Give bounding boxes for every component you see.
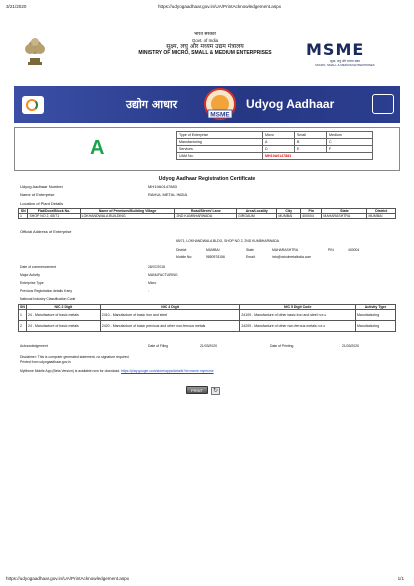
printed-from-text: Printed from udyogaadhaar.gov.in [20, 360, 71, 364]
enterprise-type-label: Enterprise Type [20, 281, 44, 285]
table-cell: Micro [263, 132, 295, 139]
state-value: MAHARASHTRA [272, 248, 298, 252]
table-cell: LOKHANDWALA BUILDING [80, 214, 175, 219]
column-header: SN [20, 305, 25, 309]
table-row [19, 214, 396, 219]
previous-registration-label: Previous Registration details if any [20, 289, 73, 293]
msme-logo-text: MSME [306, 40, 365, 59]
table-cell: 24 - Manufacture of basic metals [26, 321, 100, 332]
table-cell: 1 [19, 310, 27, 321]
table-cell: Type of Enterprise [177, 132, 263, 139]
column-header: District [367, 209, 396, 214]
uam-number: MH19A0147883 [263, 153, 373, 160]
ministry-name: MINISTRY OF MICRO, SMALL & MEDIUM ENTERPRISES [138, 49, 272, 56]
table-cell: 24209 - Manufacture of other non-ferrous metals n.e.c [240, 321, 356, 332]
column-header: City [277, 209, 301, 214]
ack-label: Acknowledgement [20, 344, 48, 348]
mobile-label: Mobile No: [176, 255, 193, 259]
table-cell: A [263, 139, 295, 146]
table-cell: Small [295, 132, 327, 139]
table-cell: Manufacturing [356, 310, 396, 321]
right-emblem-logo-icon [372, 94, 394, 114]
mobile-app-text: MyMsme Mobile App (Beta Version) is available now for download. [20, 369, 121, 373]
table-cell: Manufacturing [356, 321, 396, 332]
table-cell: C [327, 139, 373, 146]
nic-code-table [18, 304, 396, 332]
msme-logo-sub-hindi: सूक्ष्म, लघु और मध्यम उद्यम [330, 59, 360, 63]
print-url: https://udyogaadhaar.gov.in/UA/PrintAcknowledgement.aspx [158, 4, 281, 9]
table-cell: Services [177, 146, 263, 153]
column-header: Name of Premises/Building Village [80, 209, 175, 214]
column-header: Flat/Door/Block No. [28, 209, 80, 214]
table-cell: 24109 - Manufacture of other basic iron and steel n.e.c [240, 310, 356, 321]
table-cell: UAM No. [177, 153, 263, 160]
enterprise-name-value: RAHUL METAL INDIA [148, 192, 188, 197]
table-row [177, 153, 373, 160]
table-cell: Manufacturing [177, 139, 263, 146]
national-emblem-icon [22, 34, 48, 68]
enterprise-type-value: Micro [148, 281, 157, 285]
filing-label: Date of Filing [148, 344, 168, 348]
official-address-line: 65/71, LOKHANDWALA BLDG, SHOP NO 2, 2ND KUMBHARWADA [176, 239, 280, 243]
column-header: NIC 2 Digit [26, 305, 100, 310]
table-row [177, 146, 373, 153]
udyog-aadhaar-hindi: उद्योग आधार [126, 98, 178, 111]
printing-label: Date of Printing [270, 344, 294, 348]
mobile-value: 9850978156 [206, 255, 225, 259]
table-cell: MUMBAI [277, 214, 301, 219]
commencement-value: 28/07/2018 [148, 265, 165, 269]
table-cell: 400004 [301, 214, 322, 219]
refresh-icon[interactable]: ↻ [212, 388, 219, 394]
column-header: Activity Type [356, 305, 396, 310]
footer-page-number: 1/1 [397, 576, 404, 581]
column-header: State [322, 209, 367, 214]
table-row [177, 132, 373, 139]
hindi-ministry-text: सूक्ष्म, लघु और मध्यम उद्यम मंत्रालय [166, 42, 244, 50]
official-address-label: Official Address of Enterprise [20, 229, 72, 234]
printing-date: 21/03/2020 [342, 344, 359, 348]
disclaimer-text: Disclaimer: This is computer generated statement, no signature required. [20, 355, 130, 359]
filing-date: 21/03/2020 [200, 344, 217, 348]
district-label: District [176, 248, 187, 252]
nic-code-label: National Industry Classification Code [20, 297, 76, 301]
msme-logo [306, 40, 384, 67]
print-button[interactable]: PRINT [186, 386, 208, 394]
pin-label: PIN [328, 248, 334, 252]
uan-label: Udyog Aadhaar Number [20, 184, 63, 189]
digital-india-logo-icon [22, 96, 44, 114]
major-activity-value: MANUFACTURING [148, 273, 178, 277]
table-row [19, 321, 396, 332]
msme-seal-icon [200, 88, 240, 122]
hindi-country-text: भारत सरकार [194, 32, 216, 37]
ministry-header [120, 32, 290, 56]
email-value: info@rahulmetalindia.com [272, 255, 312, 259]
table-cell: SHOP NO 2, 65/71 [28, 214, 80, 219]
district-value: MUMBAI [206, 248, 220, 252]
english-country-text: Govt. of India [191, 37, 219, 43]
category-letter: A [90, 137, 105, 159]
table-cell: E [295, 146, 327, 153]
print-date: 3/21/2020 [6, 4, 27, 9]
table-cell: MAHARASHTRA [322, 214, 367, 219]
table-cell: F [327, 146, 373, 153]
column-header: NIC 5 Digit Code [240, 305, 356, 310]
msme-logo-sub: MICRO, SMALL & MEDIUM ENTERPRISES [315, 63, 375, 67]
udyog-aadhaar-banner [14, 86, 400, 123]
table-cell: Medium [327, 132, 373, 139]
column-header: NIC 4 Digit [100, 305, 240, 310]
udyog-aadhaar-english: Udyog Aadhaar [246, 97, 335, 111]
table-cell: B [295, 139, 327, 146]
column-header: Road/Street/ Lane [175, 209, 237, 214]
table-cell: 2420 - Manufacture of basic precious and other non-ferrous metals [100, 321, 240, 332]
mobile-app-link[interactable]: https://play.google.com/store/apps/details?id=msme.mymsme [121, 369, 214, 373]
table-cell: D [263, 146, 295, 153]
table-row [177, 139, 373, 146]
state-label: State [246, 248, 254, 252]
seal-text: MSME [210, 111, 230, 119]
enterprise-type-table [176, 131, 373, 160]
table-cell: MUMBAI [367, 214, 396, 219]
plant-location-table [18, 208, 396, 219]
major-activity-label: Major Activity [20, 273, 40, 277]
email-label: Email: [246, 255, 256, 259]
enterprise-name-label: Name of Enterprise [20, 192, 55, 197]
column-header: SN [19, 209, 28, 214]
column-header: Pin [301, 209, 322, 214]
table-row [19, 310, 396, 321]
action-buttons [186, 379, 220, 397]
table-cell: 2ND KUMBHARWADA [175, 214, 237, 219]
footer-url: https://udyogaadhaar.gov.in/UA/PrintAcknowledgement.aspx [6, 576, 129, 581]
table-cell: 1 [19, 214, 28, 219]
previous-registration-value: : [148, 289, 149, 293]
table-cell: 2 [19, 321, 27, 332]
certificate-title: Udyog Aadhaar Registration Certificate [158, 176, 256, 182]
table-cell: GIRGAUM [237, 214, 277, 219]
commencement-label: Date of commencement [20, 265, 56, 269]
column-header: Area/Locality [237, 209, 277, 214]
location-label: Location of Plant Details [20, 201, 64, 206]
table-cell: 24 - Manufacture of basic metals [26, 310, 100, 321]
mobile-app-notice [20, 369, 214, 373]
pin-value: 400004 [348, 248, 360, 252]
uan-value: MH19A0147883 [148, 184, 177, 189]
table-cell: 2410 - Manufacture of basic iron and steel [100, 310, 240, 321]
